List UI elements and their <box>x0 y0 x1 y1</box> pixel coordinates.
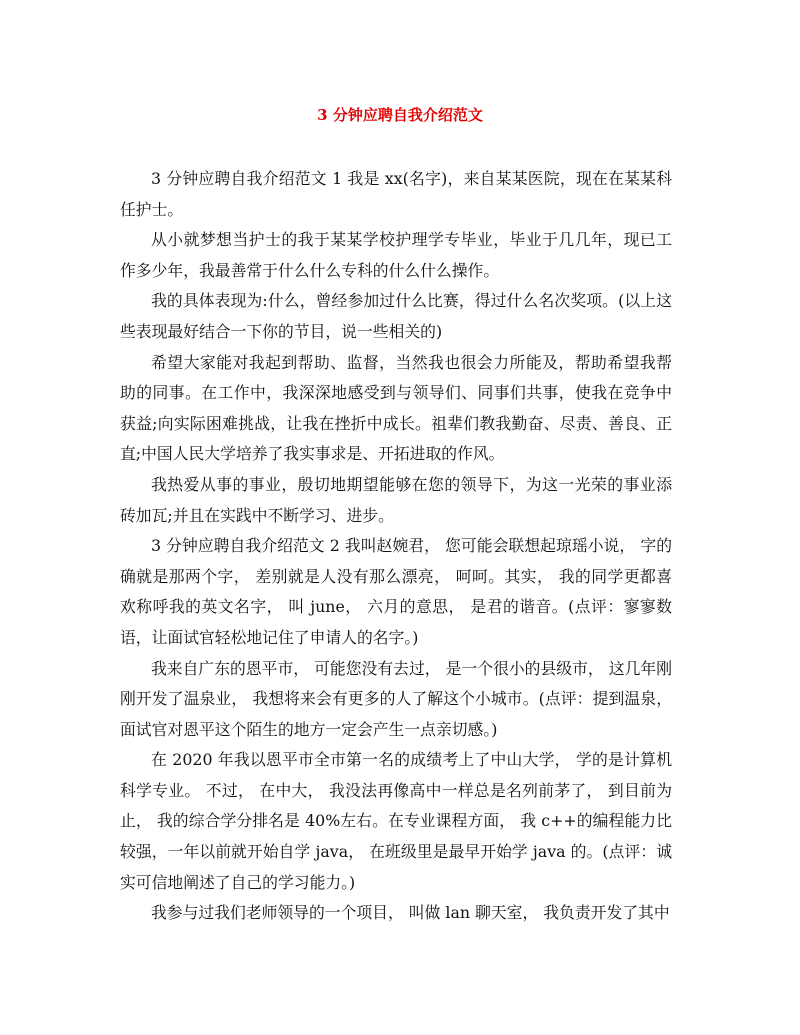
paragraph: 3 分钟应聘自我介绍范文 2 我叫赵婉君， 您可能会联想起琼瑶小说， 字的确就是那两个字， 差别就是人没有那么漂亮， 呵呵。其实， 我的同学更都喜欢称呼我的英文名字， 叫 june， 六月的意思， 是君的谐音。(点评：寥寥数语，让面试官轻松地记住了申请人的名字。) <box>120 536 672 647</box>
paragraph: 在 2020 年我以恩平市全市第一名的成绩考上了中山大学， 学的是计算机科学专业。 不过， 在中大， 我没法再像高中一样总是名列前茅了， 到目前为止， 我的综合学分排名是 40%左右。在专业课程方面， 我 c++的编程能力比较强，一年以前就开始自学 java， 在班级里是最早开始学 java 的。(点评：诚实可信地阐述了自己的学习能力。) <box>120 750 672 892</box>
paragraph: 我的具体表现为:什么，曾经参加过什么比赛，得过什么名次奖项。(以上这些表现最好结合一下你的节目，说一些相关的) <box>120 291 672 341</box>
paragraph: 我参与过我们老师领导的一个项目， 叫做 lan 聊天室， 我负责开发了其中 <box>151 903 670 923</box>
paragraph: 我来自广东的恩平市， 可能您没有去过， 是一个很小的县级市， 这几年刚刚开发了温泉业， 我想将来会有更多的人了解这个小城市。(点评：提到温泉，面试官对恩平这个陌生的地方一定会产生一点亲切感。) <box>120 658 672 739</box>
document-title: 3 分钟应聘自我介绍范文 <box>317 106 483 124</box>
paragraph: 我热爱从事的事业，殷切地期望能够在您的领导下，为这一光荣的事业添砖加瓦;并且在实践中不断学习、进步。 <box>120 474 672 525</box>
paragraph: 希望大家能对我起到帮助、监督，当然我也很会力所能及，帮助希望我帮助的同事。在工作中，我深深地感受到与领导们、同事们共事，使我在竞争中获益;向实际困难挑战，让我在挫折中成长。祖辈们教我勤奋、尽责、善良、正直;中国人民大学培养了我实事求是、开拓进取的作风。 <box>120 352 672 464</box>
document-body <box>120 164 672 929</box>
paragraph: 从小就梦想当护士的我于某某学校护理学专毕业，毕业于几几年，现已工作多少年，我最善常于什么什么专科的什么什么操作。 <box>120 230 672 280</box>
paragraph: 3 分钟应聘自我介绍范文 1 我是 xx(名字)，来自某某医院，现在在某某科任护士。 <box>120 169 672 219</box>
